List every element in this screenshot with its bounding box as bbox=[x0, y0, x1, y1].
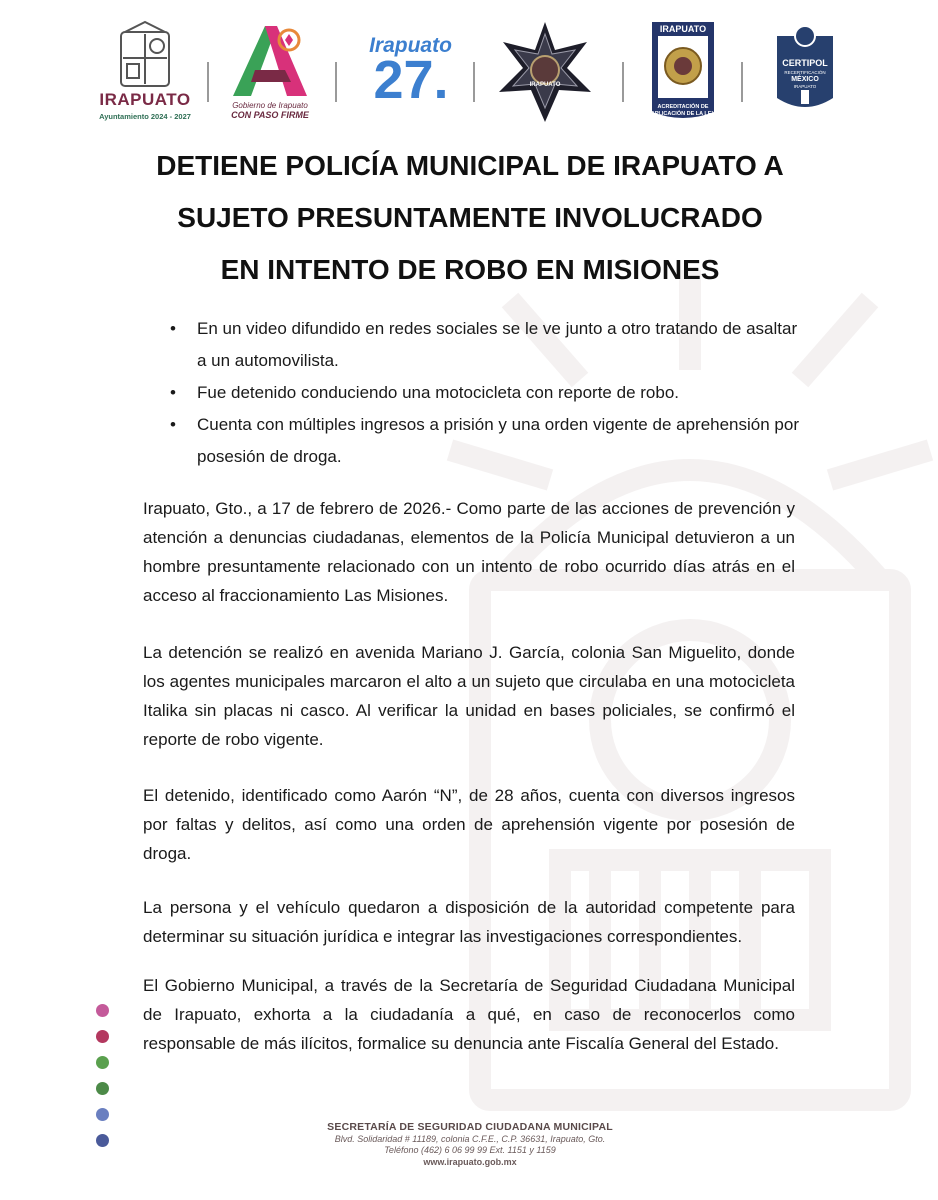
bullet-item: • Cuenta con múltiples ingresos a prisión y una orden vigente de aprehensión por posesión de droga. bbox=[170, 409, 810, 473]
header-logos bbox=[95, 20, 845, 130]
headline-line-2: SUJETO PRESUNTAMENTE INVOLUCRADO bbox=[177, 202, 763, 233]
body-paragraph: El detenido, identificado como Aarón “N”, de 28 años, cuenta con diversos ingresos por faltas y delitos, así como una orden de aprehensión vigente por posesión de droga. bbox=[143, 786, 795, 863]
coat-of-arms-icon bbox=[95, 20, 195, 90]
gobierno-logo-line2: CON PASO FIRME bbox=[231, 110, 309, 120]
decorative-dot bbox=[96, 1030, 109, 1043]
certipol-sub-text: RECERTIFICACIÓN bbox=[784, 70, 826, 75]
irapuato-logo-sub: Ayuntamiento 2024 - 2027 bbox=[99, 112, 191, 121]
body-paragraph: La detención se realizó en avenida Mariano J. García, colonia San Miguelito, donde los agentes municipales marcaron el alto a un sujeto que circulaba en una motocicleta Italika sin placas ni casco. Al verificar la unidad en bases policiales, se confirmó el reporte de robo vigente. bbox=[143, 643, 795, 749]
gobierno-logo-line1: Gobierno de Irapuato bbox=[232, 101, 308, 110]
footer-address: Blvd. Solidaridad # 11189, colonia C.F.E., C.P. 36631, Irapuato, Gto. bbox=[334, 1134, 606, 1144]
body-paragraph: Irapuato, Gto., a 17 de febrero de 2026.- Como parte de las acciones de prevención y atención a denuncias ciudadanas, elementos de la Policía Municipal detuvieron a un hombre presuntamente relacionado con un intento de robo ocurrido días atrás en el acceso al fraccionamiento Las Misiones. bbox=[143, 499, 795, 605]
irapuato-logo-name: IRAPUATO bbox=[99, 90, 191, 109]
footer-website-link[interactable]: www.irapuato.gob.mx bbox=[423, 1157, 517, 1167]
body-paragraph: El Gobierno Municipal, a través de la Secretaría de Seguridad Ciudadana Municipal de Irapuato, exhorta a la ciudadanía a qué, en caso de reconocerlos como responsable de más ilícitos, formalice su denuncia ante Fiscalía General del Estado. bbox=[143, 976, 795, 1053]
irapuato-27-logo bbox=[363, 20, 458, 124]
divider bbox=[335, 62, 337, 102]
certipol-country-text: MÉXICO bbox=[791, 76, 819, 83]
shield-bottom-text-2: APLICACIÓN DE LA LEY bbox=[650, 111, 716, 117]
headline bbox=[90, 140, 850, 296]
decorative-dot bbox=[96, 1004, 109, 1017]
certipol-city-text: IRAPUATO bbox=[793, 84, 817, 89]
decorative-dot bbox=[96, 1108, 109, 1121]
bullet-item: • En un video difundido en redes sociales se le ve junto a otro tratando de asaltar a un automovilista. bbox=[170, 313, 810, 377]
shield-top-text: IRAPUATO bbox=[659, 24, 707, 34]
certipol-text: CERTIPOL bbox=[782, 58, 828, 68]
divider bbox=[741, 62, 743, 102]
irapuato-ayuntamiento-logo bbox=[95, 20, 195, 124]
decorative-dot bbox=[96, 1056, 109, 1069]
irapuato-27-word: Irapuato bbox=[369, 34, 452, 57]
police-star-icon bbox=[495, 20, 595, 124]
footer-phone: Teléfono (462) 6 06 99 99 Ext. 1151 y 1159 bbox=[384, 1145, 556, 1155]
certipol-logo bbox=[767, 20, 843, 124]
bullet-item: • Fue detenido conduciendo una motocicleta con reporte de robo. bbox=[170, 377, 810, 409]
irapuato-27-number: 27. bbox=[373, 50, 449, 110]
divider bbox=[473, 62, 475, 102]
headline-line-1: DETIENE POLICÍA MUNICIPAL DE IRAPUATO A bbox=[156, 150, 784, 181]
divider bbox=[622, 62, 624, 102]
gobierno-con-paso-firme-logo bbox=[225, 20, 315, 124]
summary-bullets bbox=[170, 313, 810, 473]
footer bbox=[270, 1120, 670, 1168]
police-star-text: IRAPUATO bbox=[529, 82, 561, 88]
shield-bottom-text-1: ACREDITACIÓN DE bbox=[657, 104, 709, 110]
decorative-dot bbox=[96, 1134, 109, 1147]
body-paragraph: La persona y el vehículo quedaron a disposición de la autoridad competente para determinar su situación jurídica e integrar las investigaciones correspondientes. bbox=[143, 898, 795, 946]
triangle-a-icon bbox=[225, 20, 315, 100]
police-star-badge-logo bbox=[495, 20, 595, 124]
divider bbox=[207, 62, 209, 102]
decorative-dots bbox=[96, 1004, 112, 1144]
headline-line-3: EN INTENTO DE ROBO EN MISIONES bbox=[220, 254, 720, 285]
footer-org: SECRETARÍA DE SEGURIDAD CIUDADANA MUNICIPAL bbox=[327, 1121, 613, 1133]
calea-shield-logo bbox=[650, 20, 716, 124]
decorative-dot bbox=[96, 1082, 109, 1095]
